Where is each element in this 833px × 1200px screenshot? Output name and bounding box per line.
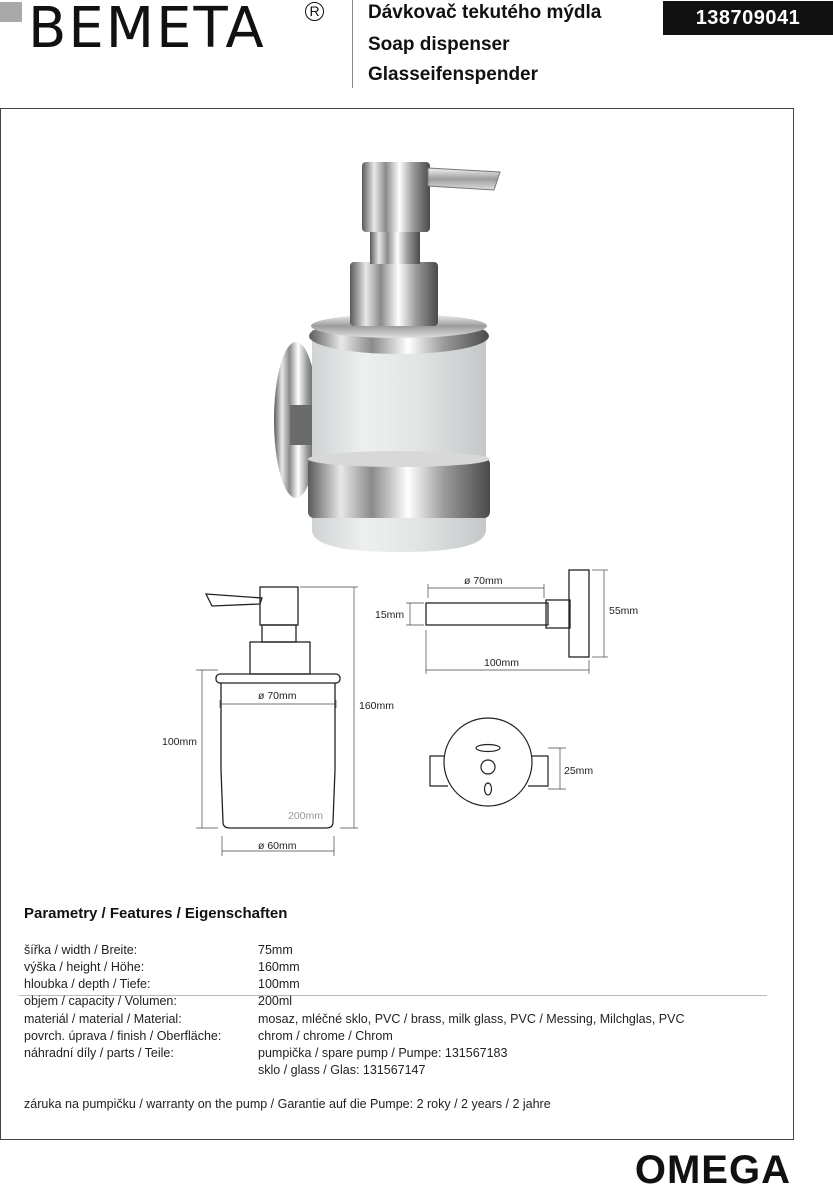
spec-label: šířka / width / Breite: [24, 943, 138, 957]
mount-spacing-label: 25mm [564, 765, 594, 777]
front-view-drawing [206, 587, 340, 828]
spec-label: náhradní díly / parts / Teile: [24, 1046, 174, 1060]
brand-name: BEMETA [28, 0, 266, 61]
product-title-english: Soap dispenser [368, 34, 510, 55]
product-photo [274, 162, 500, 552]
front-glass-height-label: 100mm [162, 736, 198, 748]
spec-label: materiál / material / Material: [24, 1012, 182, 1026]
front-volume-label: 200mm [288, 810, 324, 822]
warranty-note: záruka na pumpičku / warranty on the pump / Garantie auf die Pumpe: 2 roky / 2 years / 2 jahre [24, 1097, 551, 1111]
spec-value: sklo / glass / Glas: 131567147 [258, 1063, 426, 1077]
spec-value: 75mm [258, 943, 293, 957]
front-diameter-bottom-label: ø 60mm [258, 840, 297, 852]
features-title: Parametry / Features / Eigenschaften [24, 905, 288, 922]
glass-container [312, 330, 486, 552]
bottom-ring [308, 451, 490, 518]
spec-label: hloubka / depth / Tiefe: [24, 977, 151, 991]
spec-value: mosaz, mléčné sklo, PVC / brass, milk glass, PVC / Messing, Milchglas, PVC [258, 1012, 685, 1026]
series-name: OMEGA [634, 1148, 791, 1192]
front-diameter-top-label: ø 70mm [258, 690, 297, 702]
spec-label: povrch. úprava / finish / Oberfläche: [24, 1029, 222, 1043]
front-total-height-label: 160mm [359, 700, 395, 712]
product-code-badge: 138709041 [663, 1, 833, 35]
spec-value: 160mm [258, 960, 300, 974]
registered-mark-icon: R [305, 2, 324, 21]
spec-value: 200ml [258, 994, 293, 1008]
mounting-view-drawing [430, 718, 548, 806]
spec-value: 100mm [258, 977, 300, 991]
pump-head [350, 162, 500, 326]
side-view-drawing [426, 570, 589, 657]
side-depth-label: 100mm [484, 657, 520, 669]
side-height-label: 55mm [609, 605, 639, 617]
side-thickness-label: 15mm [375, 609, 405, 621]
side-diameter-label: ø 70mm [464, 575, 503, 587]
spec-value: pumpička / spare pump / Pumpe: 131567183 [258, 1046, 508, 1060]
spec-value: chrom / chrome / Chrom [258, 1029, 393, 1043]
product-title-german: Glasseifenspender [368, 64, 539, 85]
spec-label: objem / capacity / Volumen: [24, 994, 177, 1008]
product-title-czech: Dávkovač tekutého mýdla [368, 2, 602, 23]
spec-label: výška / height / Höhe: [24, 960, 145, 974]
